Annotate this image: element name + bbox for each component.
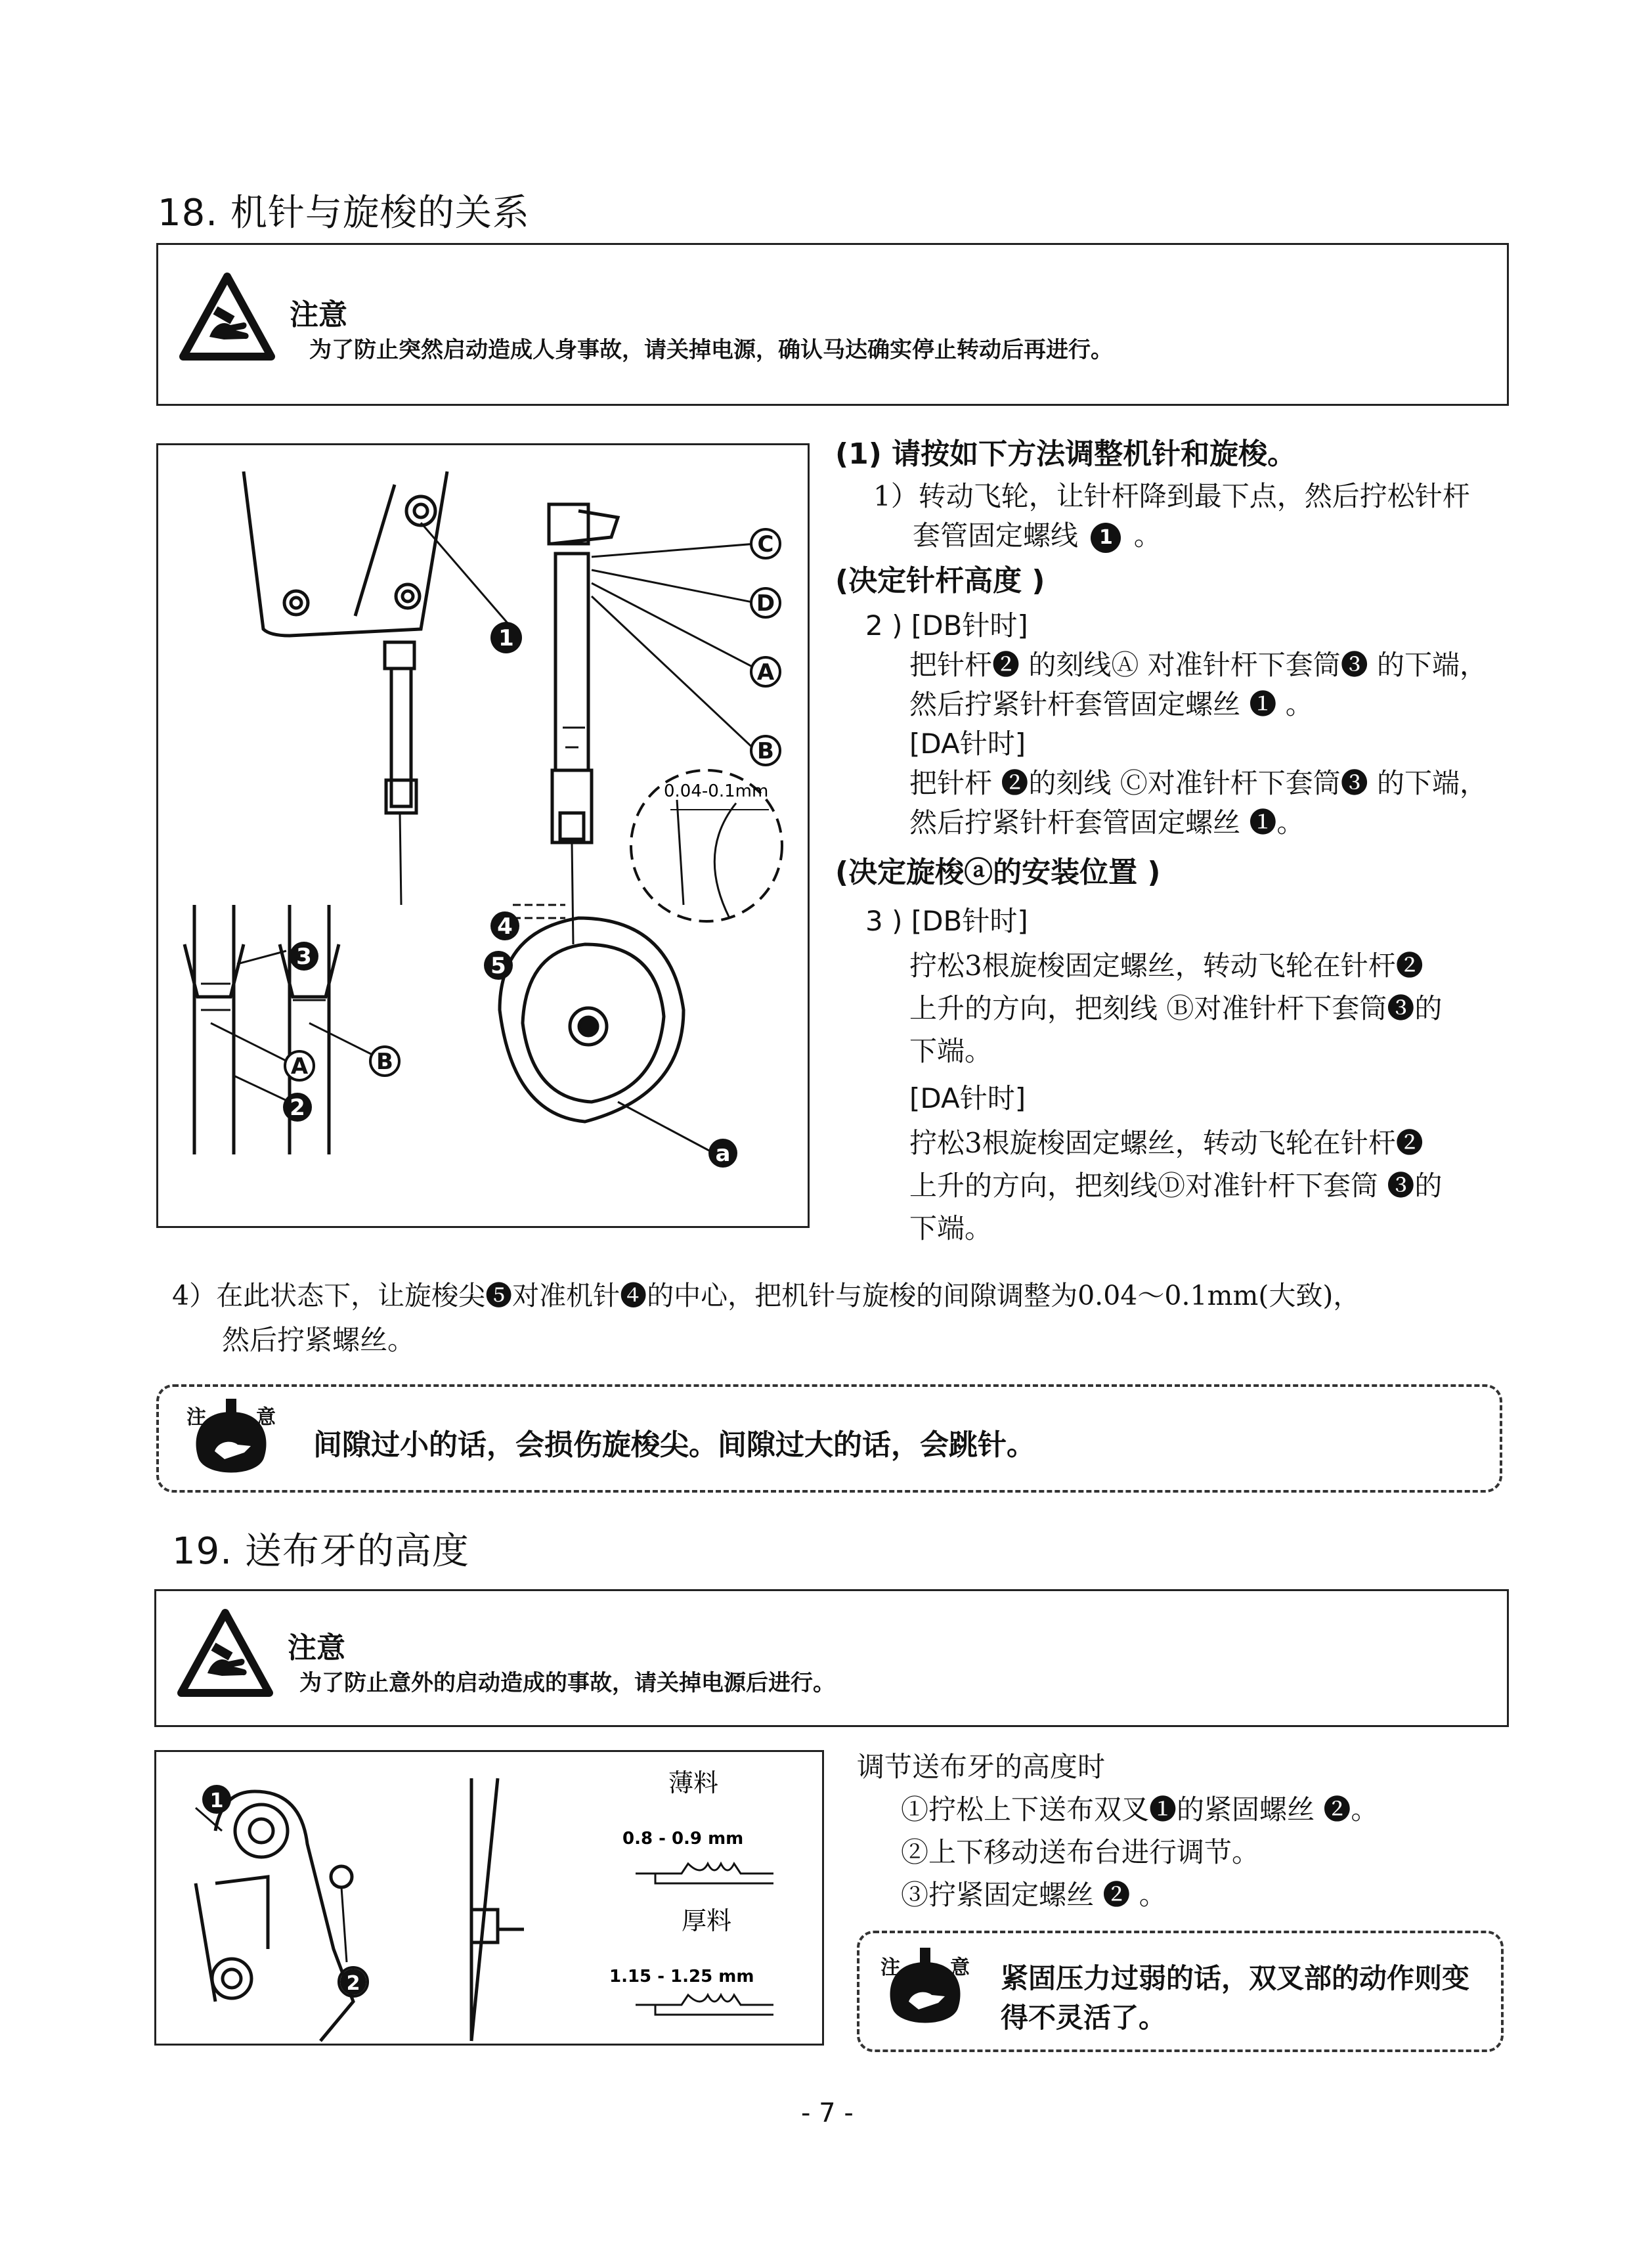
step3-da-line3: 下端。: [909, 1212, 993, 1244]
heading-adjust: (1) 请按如下方法调整机针和旋梭。: [835, 437, 1297, 471]
step2-db-line2: 然后拧紧针杆套管固定螺丝 ❶ 。: [909, 688, 1313, 720]
svg-text:A: A: [756, 659, 775, 686]
svg-text:2: 2: [346, 1972, 360, 1995]
step2-da-line2: 然后拧紧针杆套管固定螺丝 ❶。: [909, 806, 1305, 839]
figure-feed-dog: [154, 1750, 824, 2046]
warning-hand-icon: [178, 271, 276, 363]
feed-dog-diagram: [156, 1752, 822, 2044]
note-icon-left: 注: [880, 1956, 900, 1979]
note-line2: 得不灵活了。: [1001, 2002, 1167, 2034]
svg-text:B: B: [376, 1049, 393, 1075]
step2-da-label: [DA针时]: [909, 728, 1026, 760]
step3-db-line2: 上升的方向，把刻线 Ⓑ对准针杆下套筒❸的: [909, 992, 1443, 1024]
gap-label: 0.04-0.1mm: [664, 781, 769, 801]
section-18-title: 18. 机针与旋梭的关系: [158, 192, 530, 234]
note-icon-right: 意: [950, 1956, 970, 1979]
svg-text:4: 4: [497, 913, 513, 940]
note-icon-left: 注: [186, 1406, 206, 1429]
subheading-needlebar-height: (决定针杆高度 ): [835, 564, 1045, 598]
step1-line1: 1）转动飞轮，让针杆降到最下点，然后拧松针杆: [873, 480, 1470, 512]
figure-needle-hook: [156, 443, 810, 1228]
note-icon-right: 意: [256, 1406, 276, 1429]
svg-text:5: 5: [490, 953, 506, 979]
section-19-title: 19. 送布牙的高度: [172, 1530, 469, 1573]
note-box-18: [156, 1384, 1502, 1493]
svg-text:A: A: [290, 1053, 309, 1080]
step3-label: 3 ) [DB针时]: [865, 905, 1028, 937]
caution-title: 注意: [290, 298, 347, 332]
page-number: - 7 -: [801, 2098, 854, 2128]
svg-text:C: C: [757, 531, 774, 558]
needle-hook-diagram: [158, 445, 808, 1226]
subheading-hook-position: (决定旋梭ⓐ的安装位置 ): [835, 856, 1161, 889]
step3-da-label: [DA针时]: [909, 1082, 1026, 1114]
svg-text:1: 1: [209, 1789, 224, 1812]
svg-text:D: D: [756, 590, 775, 617]
caution-box-18: [156, 243, 1509, 406]
warning-hand-icon: [176, 1608, 274, 1699]
feed-step3: ③拧紧固定螺丝 ❷ 。: [901, 1879, 1167, 1911]
caution-text: 为了防止突然启动造成人身事故，请关掉电源，确认马达确实停止转动后再进行。: [309, 337, 1113, 363]
thick-material-value: 1.15 - 1.25 mm: [609, 1967, 754, 1986]
caution-title: 注意: [288, 1631, 345, 1665]
step1-line2: 套管固定螺线 1 。: [913, 519, 1162, 552]
step4-line2: 然后拧紧螺丝。: [222, 1324, 416, 1356]
thick-material-label: 厚料: [682, 1906, 732, 1935]
note-text: 间隙过小的话，会损伤旋梭尖。间隙过大的话，会跳针。: [313, 1428, 1035, 1462]
step2-label: 2 ) [DB针时]: [865, 609, 1028, 642]
label-1: 1: [498, 625, 514, 651]
caution-note-icon: [873, 1948, 978, 2036]
svg-text:B: B: [757, 738, 774, 764]
step3-db-line3: 下端。: [909, 1035, 993, 1067]
step3-da-line2: 上升的方向，把刻线Ⓓ对准针杆下套筒 ❸的: [909, 1170, 1443, 1202]
step3-da-line1: 拧松3根旋梭固定螺丝，转动飞轮在针杆❷: [909, 1127, 1424, 1159]
thin-material-label: 薄料: [668, 1768, 719, 1797]
caution-box-19: [154, 1589, 1509, 1727]
step2-db-line1: 把针杆❷ 的刻线Ⓐ 对准针杆下套筒❸ 的下端，: [909, 649, 1488, 681]
step4-line1: 4）在此状态下，让旋梭尖❺对准机针❹的中心，把机针与旋梭的间隙调整为0.04～0.1mm(大致)，: [172, 1280, 1360, 1311]
step3-db-line1: 拧松3根旋梭固定螺丝，转动飞轮在针杆❷: [909, 950, 1424, 982]
svg-text:2: 2: [290, 1095, 305, 1121]
step1-line2-text: 套管固定螺线: [913, 519, 1079, 552]
feed-step2: ②上下移动送布台进行调节。: [901, 1836, 1260, 1868]
caution-note-icon: [179, 1399, 284, 1484]
svg-text:a: a: [715, 1141, 731, 1167]
note-box-19: [857, 1931, 1504, 2052]
svg-text:3: 3: [296, 944, 312, 970]
feed-step1: ①拧松上下送布双叉❶的紧固螺丝 ❷。: [901, 1793, 1379, 1826]
feed-intro: 调节送布牙的高度时: [857, 1751, 1106, 1783]
thin-material-value: 0.8 - 0.9 mm: [622, 1829, 744, 1849]
caution-text: 为了防止意外的启动造成的事故，请关掉电源后进行。: [299, 1670, 835, 1696]
note-line1: 紧固压力过弱的话，双叉部的动作则变: [1001, 1962, 1470, 1994]
step2-da-line1: 把针杆 ❷的刻线 Ⓒ对准针杆下套筒❸ 的下端，: [909, 767, 1488, 799]
ref-1: 1: [1091, 523, 1121, 553]
